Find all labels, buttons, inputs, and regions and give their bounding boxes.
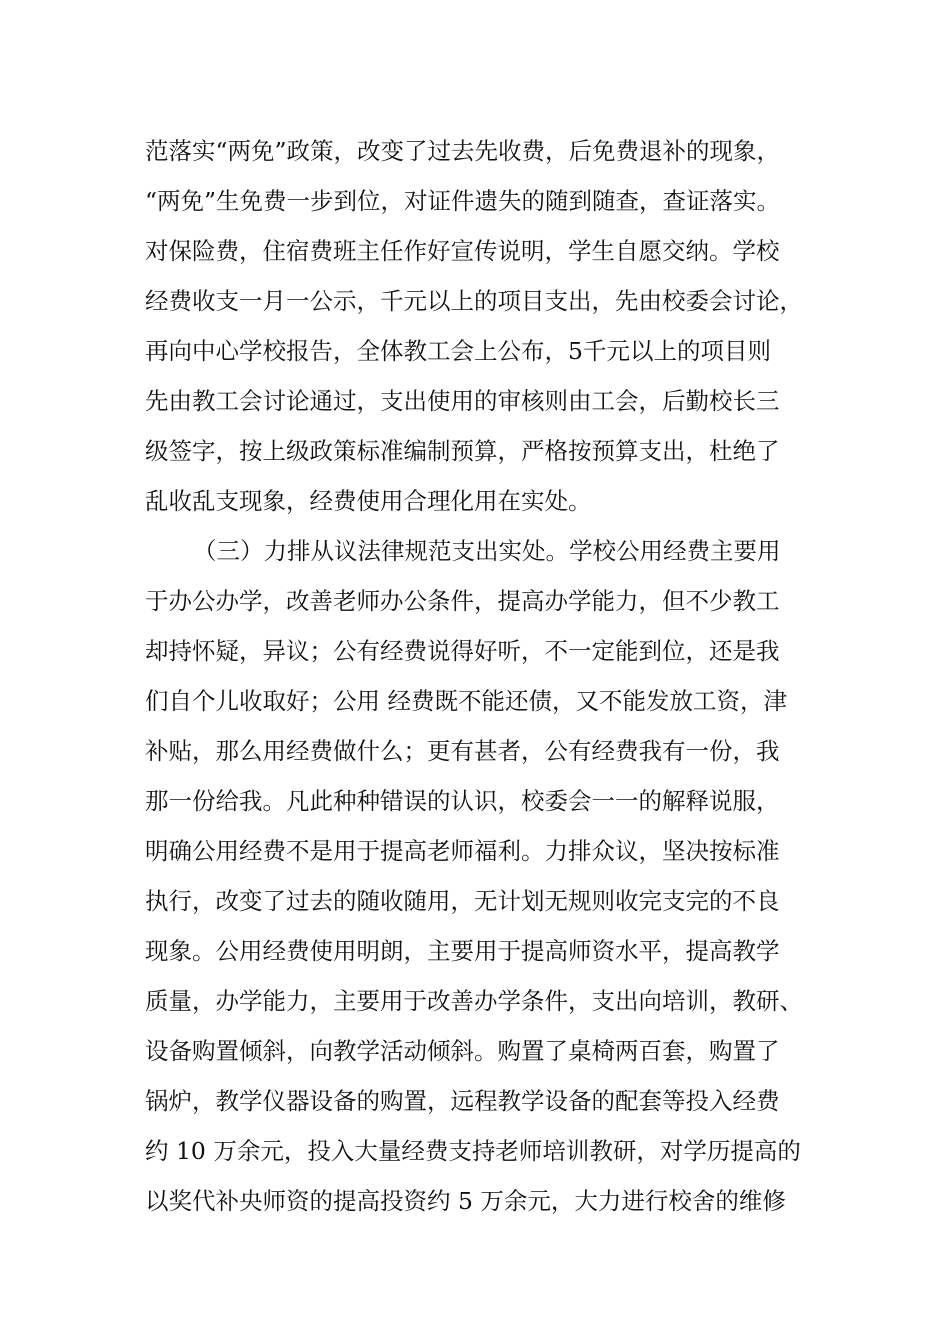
body-text-line: 再向中心学校报告，全体教工会上公布，5千元以上的项目则 — [145, 337, 771, 365]
body-text-line: 现象。公用经费使用明朗，主要用于提高师资水平，提高教学 — [145, 937, 780, 965]
body-text-line: 级签字，按上级政策标准编制预算，严格按预算支出，杜绝了 — [145, 437, 780, 465]
body-text-line: 质量，办学能力，主要用于改善办学条件，支出向培训，教研、 — [145, 987, 803, 1015]
body-text-line: 范落实“两免”政策，改变了过去先收费，后免费退补的现象， — [145, 137, 781, 165]
body-text-line: 对保险费，住宿费班主任作好宣传说明，学生自愿交纳。学校 — [145, 237, 780, 265]
body-text-line: 先由教工会讨论通过，支出使用的审核则由工会，后勤校长三 — [145, 387, 780, 415]
body-text-line: 以奖代补央师资的提高投资约 5 万余元，大力进行校舍的维修 — [145, 1187, 786, 1215]
body-text-line: 约 10 万余元，投入大量经费支持老师培训教研，对学历提高的 — [145, 1137, 801, 1165]
body-text-line: 那一份给我。凡此种种错误的认识，校委会一一的解释说服， — [145, 787, 780, 815]
body-text-line: 们自个儿收取好；公用 经费既不能还债，又不能发放工资，津 — [145, 687, 787, 715]
body-text-line: 乱收乱支现象，经费使用合理化用在实处。 — [145, 487, 592, 515]
body-text-line: 于办公办学，改善老师办公条件，提高办学能力，但不少教工 — [145, 587, 780, 615]
body-text-line: 经费收支一月一公示，千元以上的项目支出，先由校委会讨论， — [145, 287, 803, 315]
body-text-line: 设备购置倾斜，向教学活动倾斜。购置了桌椅两百套，购置了 — [145, 1037, 780, 1065]
body-text-line: 锅炉，教学仪器设备的购置，远程教学设备的配套等投入经费 — [145, 1087, 780, 1115]
body-text-line: 执行，改变了过去的随收随用，无计划无规则收完支完的不良 — [145, 887, 780, 915]
body-text-line: 明确公用经费不是用于提高老师福利。力排众议，坚决按标准 — [145, 837, 780, 865]
body-text-line: 却持怀疑，异议；公有经费说得好听，不一定能到位，还是我 — [145, 637, 780, 665]
body-text-line: “两免”生免费一步到位，对证件遗失的随到随查，查证落实。 — [145, 187, 781, 215]
body-text-line: 补贴，那么用经费做什么；更有甚者，公有经费我有一份，我 — [145, 737, 780, 765]
section-heading-line: （三）力排从议法律规范支出实处。学校公用经费主要用 — [193, 537, 781, 565]
